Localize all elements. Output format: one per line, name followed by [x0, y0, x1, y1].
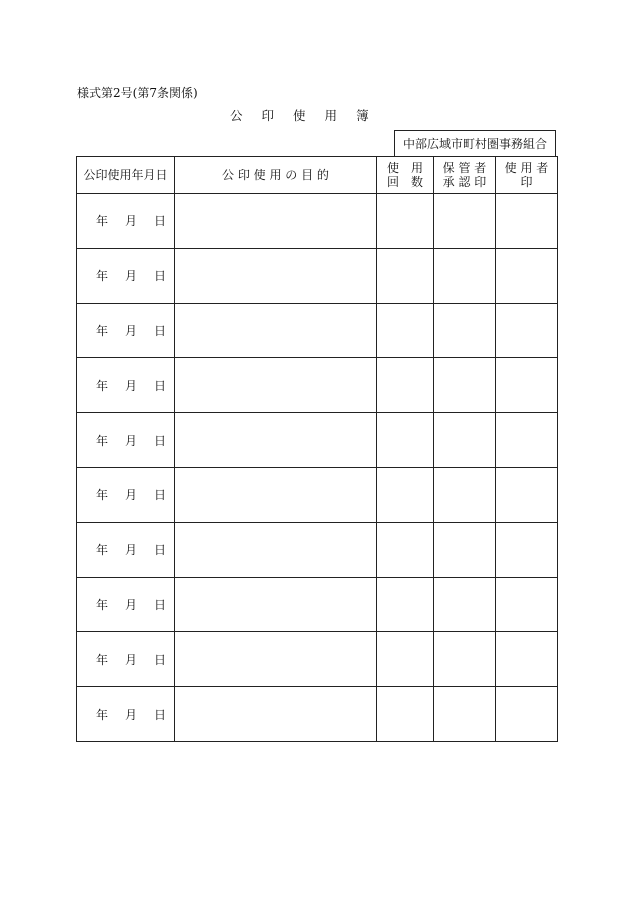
table-row [77, 358, 558, 413]
table-row [77, 413, 558, 468]
date-unit: 年 [95, 433, 108, 448]
header-user-seal [496, 157, 558, 194]
purpose-cell[interactable] [175, 358, 377, 413]
date-cell[interactable] [77, 577, 175, 632]
usage-count-cell[interactable] [377, 687, 434, 742]
date-unit: 年 [95, 597, 108, 612]
date-unit: 日 [153, 707, 166, 722]
table-row [77, 303, 558, 358]
user-seal-cell[interactable] [496, 467, 558, 522]
date-unit: 年 [95, 707, 108, 722]
date-unit: 月 [124, 269, 137, 284]
custodian-approval-cell[interactable] [434, 194, 496, 249]
usage-count-cell[interactable] [377, 632, 434, 687]
date-unit: 年 [95, 543, 108, 558]
date-unit: 日 [153, 652, 166, 667]
purpose-cell[interactable] [175, 467, 377, 522]
date-cell[interactable] [77, 194, 175, 249]
custodian-approval-cell[interactable] [434, 303, 496, 358]
form-number: 様式第2号(第7条関係) [77, 86, 198, 100]
date-cell[interactable] [77, 413, 175, 468]
title-char: 印 [261, 108, 275, 123]
user-seal-cell[interactable] [496, 522, 558, 577]
header-usage-count-line2: 回 数 [386, 175, 423, 189]
date-unit: 日 [153, 543, 166, 558]
date-unit: 月 [124, 652, 137, 667]
usage-count-cell[interactable] [377, 248, 434, 303]
date-unit: 日 [153, 597, 166, 612]
table-row [77, 194, 558, 249]
usage-count-cell[interactable] [377, 194, 434, 249]
date-unit: 年 [95, 269, 108, 284]
header-user-line1: 使 用 者 [504, 161, 549, 175]
custodian-approval-cell[interactable] [434, 522, 496, 577]
header-usage-count [377, 157, 434, 194]
purpose-cell[interactable] [175, 413, 377, 468]
date-unit: 月 [124, 707, 137, 722]
purpose-cell[interactable] [175, 687, 377, 742]
date-cell[interactable] [77, 303, 175, 358]
organization-name: 中部広域市町村圏事務組合 [394, 130, 556, 156]
usage-count-cell[interactable] [377, 522, 434, 577]
title-char: 公 [230, 108, 243, 123]
usage-count-cell[interactable] [377, 358, 434, 413]
header-row [77, 157, 558, 194]
date-unit: 日 [153, 488, 166, 503]
title-char: 簿 [356, 108, 369, 123]
usage-count-cell[interactable] [377, 413, 434, 468]
title-char: 使 [293, 108, 306, 123]
date-unit: 年 [95, 214, 108, 229]
purpose-cell[interactable] [175, 632, 377, 687]
custodian-approval-cell[interactable] [434, 358, 496, 413]
user-seal-cell[interactable] [496, 577, 558, 632]
table-row [77, 577, 558, 632]
date-unit: 日 [153, 269, 166, 284]
date-unit: 年 [95, 488, 108, 503]
table-row [77, 522, 558, 577]
purpose-cell[interactable] [175, 303, 377, 358]
date-unit: 年 [95, 652, 108, 667]
table-row [77, 632, 558, 687]
user-seal-cell[interactable] [496, 358, 558, 413]
custodian-approval-cell[interactable] [434, 687, 496, 742]
document-title [230, 106, 388, 124]
header-usage-count-line1: 使 用 [386, 161, 423, 175]
user-seal-cell[interactable] [496, 194, 558, 249]
usage-count-cell[interactable] [377, 467, 434, 522]
date-unit: 年 [95, 323, 108, 338]
header-custodian-approval [434, 157, 496, 194]
user-seal-cell[interactable] [496, 687, 558, 742]
header-user-line2: 印 [520, 175, 533, 189]
user-seal-cell[interactable] [496, 303, 558, 358]
custodian-approval-cell[interactable] [434, 577, 496, 632]
usage-count-cell[interactable] [377, 303, 434, 358]
purpose-cell[interactable] [175, 194, 377, 249]
purpose-cell[interactable] [175, 522, 377, 577]
date-unit: 月 [124, 543, 137, 558]
custodian-approval-cell[interactable] [434, 413, 496, 468]
date-unit: 月 [124, 378, 137, 393]
seal-usage-register-table [76, 156, 558, 742]
date-unit: 日 [153, 433, 166, 448]
date-unit: 日 [153, 378, 166, 393]
date-cell[interactable] [77, 522, 175, 577]
user-seal-cell[interactable] [496, 248, 558, 303]
date-unit: 月 [124, 488, 137, 503]
date-cell[interactable] [77, 467, 175, 522]
custodian-approval-cell[interactable] [434, 632, 496, 687]
date-unit: 月 [124, 433, 137, 448]
purpose-cell[interactable] [175, 577, 377, 632]
header-custodian-line2: 承 認 印 [442, 175, 487, 189]
header-date: 公印使用年月日 [77, 157, 175, 194]
header-purpose: 公 印 使 用 の 目 的 [175, 157, 377, 194]
user-seal-cell[interactable] [496, 413, 558, 468]
date-unit: 月 [124, 597, 137, 612]
date-unit: 月 [124, 214, 137, 229]
date-unit: 月 [124, 323, 137, 338]
date-unit: 日 [153, 214, 166, 229]
user-seal-cell[interactable] [496, 632, 558, 687]
date-cell[interactable] [77, 632, 175, 687]
title-char: 用 [324, 108, 338, 123]
register-body [77, 194, 558, 742]
date-cell[interactable] [77, 358, 175, 413]
custodian-approval-cell[interactable] [434, 467, 496, 522]
table-row [77, 248, 558, 303]
date-cell[interactable] [77, 248, 175, 303]
date-cell[interactable] [77, 687, 175, 742]
usage-count-cell[interactable] [377, 577, 434, 632]
date-unit: 日 [153, 323, 166, 338]
custodian-approval-cell[interactable] [434, 248, 496, 303]
purpose-cell[interactable] [175, 248, 377, 303]
table-row [77, 467, 558, 522]
date-unit: 年 [95, 378, 108, 393]
table-row [77, 687, 558, 742]
header-custodian-line1: 保 管 者 [442, 161, 487, 175]
